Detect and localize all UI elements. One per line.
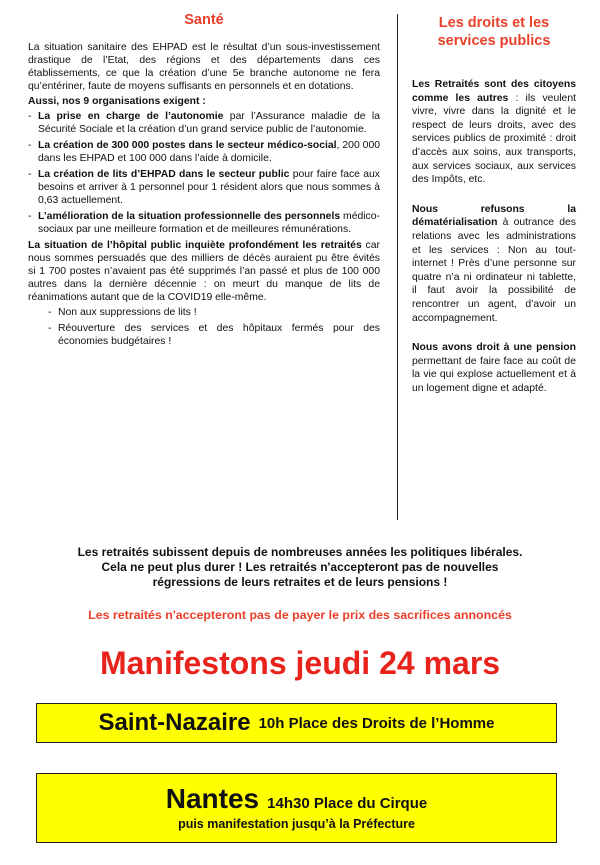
list-item: - La création de lits d’EHPAD dans le secteur public pour faire face aux besoins et arriver à 1 personnel pour 1 résident alors que nous sommes à 0,63 actuellement. [28, 168, 380, 207]
droits-title: Les droits et les services publics [437, 15, 551, 49]
sante-intro: La situation sanitaire des EHPAD est le résultat d’un sous-investissement drastique de l’Etat, des régions et des départements dans ces établissements, ce que la création d’une 5e branche autonome ne fera qu’entériner, faute de moyens suffisants en personnels et en dotations. [28, 42, 380, 92]
column-divider [397, 14, 398, 520]
hospital-paragraph: La situation de l’hôpital public inquiète profondément les retraités car nous sommes persuadés que des milliers de décès auraient pu être évités si 1 700 postes n’avaient pas été supprimés l’an passé et plus de 100 000 autres dans la dernière décennie : on meurt du manque de lits de réanimations autant que de la COVID19 elle-même. [28, 240, 380, 303]
sante-column [28, 14, 380, 351]
list-item: - La prise en charge de l’autonomie par l’Assurance maladie de la Sécurité Sociale et la création d’un grand service public de l’autonomie. [28, 110, 380, 136]
droits-column [412, 14, 576, 411]
location-box-nantes [36, 773, 557, 843]
sante-title: Santé [184, 12, 224, 28]
droits-paragraph-1: Les Retraités sont des citoyens comme les autres : ils veulent vivre, vivre dans la dignité et le respect de leurs droits, avec des services publics de proximité : droit d’accès aux soins, aux transports, aux services sociaux, aux services des Impôts, etc. [412, 79, 576, 186]
rally-headline: Manifestons jeudi 24 mars [99, 645, 501, 681]
droits-paragraph-3: Nous avons droit à une pension permettant de faire face au coût de la vie qui explose actuellement et à un logement digne et adapté. [412, 342, 576, 394]
city-name: Nantes [165, 783, 260, 814]
list-item: - L’amélioration de la situation professionnelle des personnels médico-sociaux par une meilleure formation et de meilleures rémunérations. [28, 210, 380, 236]
hospital-list [48, 306, 380, 348]
location-details: 14h30 Place du Cirque [267, 795, 428, 812]
list-item: - Non aux suppressions de lits ! [48, 306, 380, 319]
demands-intro: Aussi, nos 9 organisations exigent : [28, 96, 206, 107]
droits-paragraph-2: Nous refusons la dématérialisation à outrance des relations avec les administrations et les services : Non au tout-internet ! Près d’une personne sur quatre n’a ni ordinateur ni tablette, il faut avoir la possibilité de rencontrer un agent, d’avoir un accompagnement. [412, 203, 576, 324]
closing-red-line: Les retraités n'accepteront pas de payer le prix des sacrifices annoncés [88, 608, 512, 622]
list-item: - La création de 300 000 postes dans le secteur médico-social, 200 000 dans les EHPAD et 100 000 dans l’aide à domicile. [28, 139, 380, 165]
closing-statement: Les retraités subissent depuis de nombreuses années les politiques libérales. Cela ne peut plus durer ! Les retraités n'accepteront pas de nouvelles régressions de leurs retraites et de leurs pensions ! [77, 545, 523, 589]
location-subtext: puis manifestation jusqu’à la Préfecture [178, 817, 415, 831]
location-box-saint-nazaire [36, 703, 557, 743]
list-item: - Réouverture des services et des hôpitaux fermés pour des économies budgétaires ! [48, 322, 380, 348]
demands-list [28, 110, 380, 236]
city-name: Saint-Nazaire [98, 709, 251, 736]
location-details: 10h Place des Droits de l’Homme [258, 714, 495, 732]
